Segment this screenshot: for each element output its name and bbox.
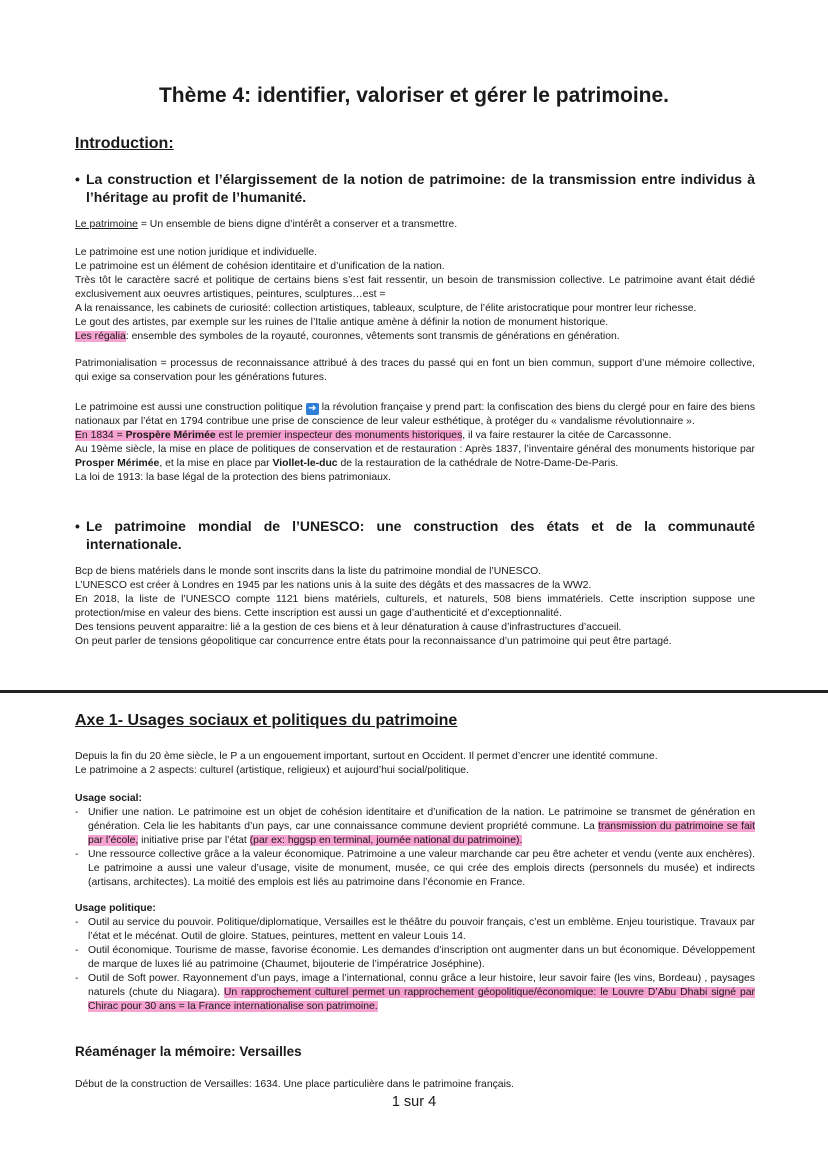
highlight: En 1834 = Prospère Mérimée est le premier inspecteur des monuments historiques (75, 430, 463, 441)
highlight: (par ex: hggsp en terminal, journée national du patrimoine). (249, 835, 523, 846)
list-item: - Unifier une nation. Le patrimoine est un objet de cohésion identitaire et d’unification de la nation. Le patrimoine se transmet de génération en génération. Cela lie les habitants d’un pays, car une connaissance commune devient propriété commune. La transmission du patrimoine se fait par l’école, initiative prise par l’état (par ex: hggsp en terminal, journée national du patrimoine). (75, 807, 755, 846)
usage-social-heading: Usage social: (75, 793, 142, 804)
usage-politique-list (75, 916, 755, 1014)
versailles-heading: Réaménager la mémoire: Versailles (75, 1044, 302, 1059)
section1-heading: • La construction et l’élargissement de la notion de patrimoine: de la transmission entre individus à l’héritage au profit de l’humanité. (75, 171, 755, 205)
page-title: Thème 4: identifier, valoriser et gérer le patrimoine. (158, 84, 669, 107)
axe1-heading: Axe 1- Usages sociaux et politiques du patrimoine (75, 712, 458, 729)
highlight: Les régalia (75, 331, 126, 342)
versailles-paragraph: Début de la construction de Versailles: 1634. Une place particulière dans le patrimoine français. (75, 1079, 514, 1090)
list-item: - Outil économique. Tourisme de masse, favorise économie. Les demandes d’inscription ont augmenter dans un but économique. Développement de marque de luxes lié au patrimoine (Chaumet, bijouterie de l’impératrice Joséphine). (75, 945, 755, 970)
intro-paragraph-1: Le patrimoine est une notion juridique et individuelle. Le patrimoine est un élément de cohésion identitaire et d’unification de la nation. Très tôt le caractère sacré et politique de certains biens s’est fait ressentir, un besoin de transmission collective. Le patrimoine avant était dédié exclusivement aux oeuvres artistiques, peintures, sculptures…est = A la renaissance, les cabinets de curiosité: collection artistiques, tableaux, sculpture, de l’élite aristocratique pour montrer leur richesse. Le gout des artistes, par exemple sur les ruines de l’Italie antique amène à définir la notion de monument historique. Les régalia: ensemble des symboles de la royauté, couronnes, vêtements sont transmis de générations en génération. (75, 247, 755, 342)
list-item: - Outil de Soft power. Rayonnement d’un pays, image a l’international, connu grâce a leur histoire, leur savoir faire (les vins, Bordeau) , paysages naturels (chute du Niagara). Un rapprochement culturel permet un rapprochement géopolitique/économique: le Louvre D’Abu Dhabi signé par Chirac pour 30 ans = la France internationalise son patrimoine. (75, 973, 755, 1012)
usage-social-list (75, 806, 755, 890)
patrimonialisation-paragraph: Patrimonialisation = processus de reconnaissance attribué à des traces du passé qui en font un bien commun, support d’une mémoire collective, qui exige sa conservation pour les générations futures. (75, 358, 755, 383)
unesco-paragraph: Bcp de biens matériels dans le monde sont inscrits dans la liste du patrimoine mondial de l’UNESCO. L’UNESCO est créer à Londres en 1945 par les nations unis à la suite des dégâts et des massacres de la WW2. En 2018, la liste de l’UNESCO compte 1121 biens matériels, culturels, et naturels, 508 biens immatériels. Cette inscription suppose une protection/mise en valeur des biens. Cette inscription est aussi un gage d’authenticité et d’exceptionnalité. Des tensions peuvent apparaitre: lié a la gestion de ces biens et à leur dénaturation à cause d’infrastructures d’accueil. On peut parler de tensions géopolitique car concurrence entre états pour la reconnaissance d’un patrimoine qui peut être partagé. (75, 566, 755, 647)
list-item: - Outil au service du pouvoir. Politique/diplomatique, Versailles est le théâtre du pouvoir français, c’est un emblème. Enjeu touristique. Travaux par l’état et le mécénat. Outil de gloire. Statues, peintures, mettent en valeur Louis 14. (75, 917, 755, 942)
right-arrow-icon: ➜ (306, 403, 319, 415)
usage-politique-heading: Usage politique: (75, 903, 156, 914)
definition: Le patrimoine = Un ensemble de biens digne d’intérêt a conserver et a transmettre. (75, 219, 458, 230)
page-number: 1 sur 4 (391, 1094, 437, 1110)
axe1-intro: Depuis la fin du 20 ème siècle, le P a un engouement important, surtout en Occident. Il permet d’encrer une identité commune. Le patrimoine a 2 aspects: culturel (artistique, religieux) et aujourd’hui social/politique. (75, 751, 658, 776)
section2-heading: • Le patrimoine mondial de l’UNESCO: une construction des états et de la communauté internationale. (75, 518, 755, 552)
highlight: Un rapprochement culturel permet un rapprochement géopolitique/économique: le Louvre D’Abu Dhabi signé par Chirac pour 30 ans = la France internationalise son patrimoine. (88, 987, 755, 1012)
politique-paragraph: Le patrimoine est aussi une construction politique ➜ la révolution française y prend part: la confiscation des biens du clergé pour en faire des biens nationaux par l’état en 1794 contribue une prise de conscience de leur valeur esthétique, à protéger du « vandalisme révolutionnaire ». En 1834 = Prospère Mérimée est le premier inspecteur des monuments historiques, il va faire restaurer la citée de Carcassonne. Au 19ème siècle, la mise en place de politiques de conservation et de restauration : Après 1837, l’inventaire général des monuments historique par Prosper Mérimée, et la mise en place par Viollet-le-duc de la restauration de la cathédrale de Notre-Dame-De-Paris. La loi de 1913: la base légal de la protection des biens patrimoniaux. (75, 402, 756, 483)
intro-heading: Introduction: (75, 135, 174, 152)
bullet-icon: • (75, 171, 80, 187)
bullet-icon: • (75, 518, 80, 534)
section-divider (0, 690, 828, 693)
list-item: - Une ressource collective grâce a la valeur économique. Patrimoine a une valeur marchande car peu être acheter et vendu (vente aux enchères). Le patrimoine a aussi une valeur d’usage, visite de monument, musée, ce qui crée des emplois directs (personnels du musée) et indirects (artisans, architectes). La moitié des emplois est liés au patrimoine dans l’économie en France. (75, 849, 755, 888)
highlight: transmission du patrimoine se fait par l’école, (88, 821, 755, 846)
